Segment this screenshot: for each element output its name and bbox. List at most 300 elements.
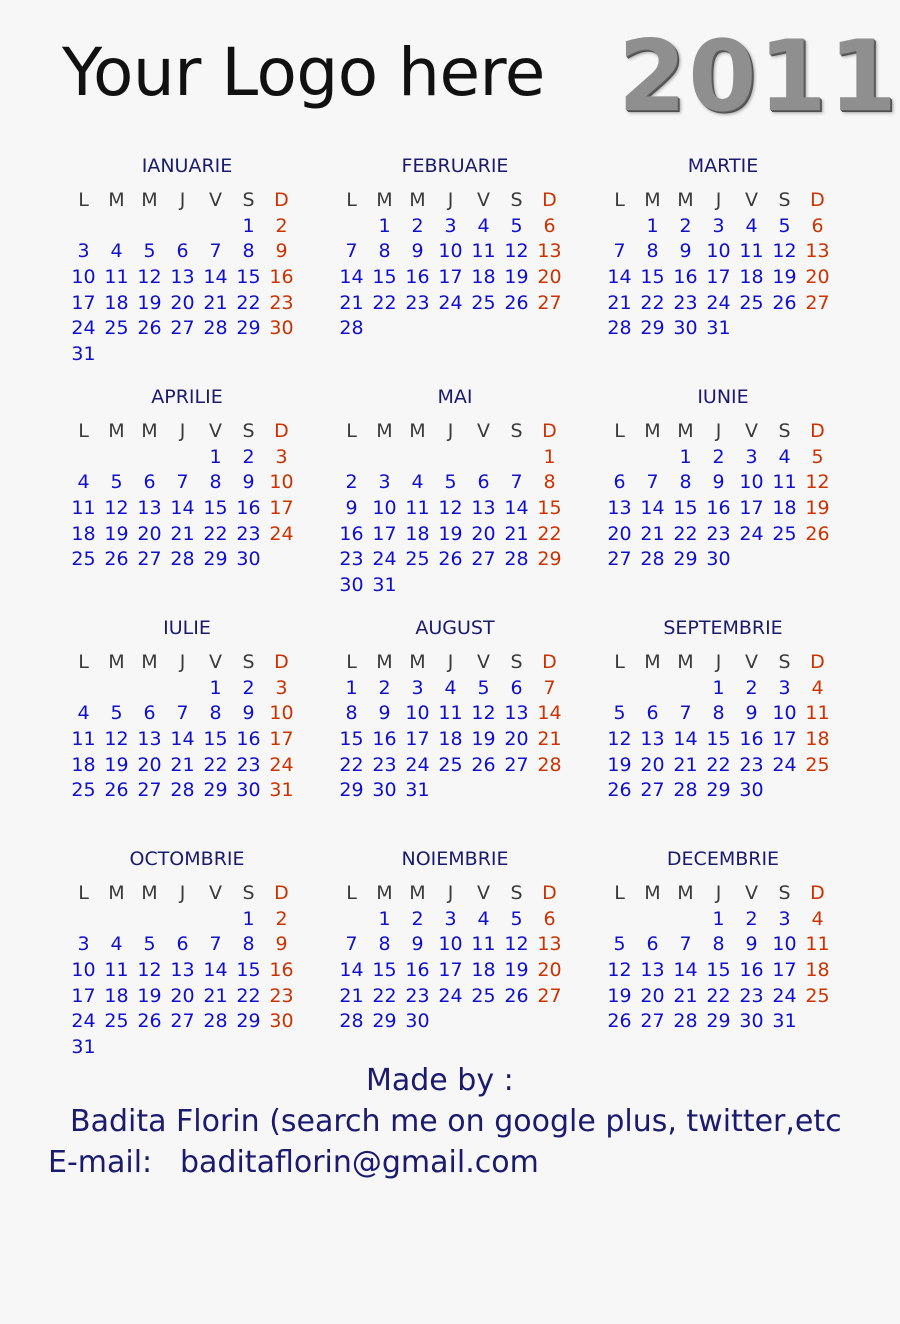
day-cell: 9 [345,497,358,520]
day-cell: 22 [372,291,397,314]
weekday-header: M [677,420,694,442]
email-address[interactable]: baditaflorin@gmail.com [180,1145,539,1180]
empty-cell [199,214,232,240]
day-cell: 17 [438,266,463,289]
day-cell: 24 [71,317,96,340]
day-cell: 14 [673,959,698,982]
day-cell: 17 [269,497,294,520]
month-ianuarie [67,154,307,368]
day-cell: 18 [438,728,463,751]
day-cell: 17 [71,984,96,1007]
day-cell: 13 [170,959,195,982]
day-cell: 22 [236,291,261,314]
weekday-header: D [274,882,289,904]
day-cell: 7 [679,933,692,956]
month-title: MARTIE [687,155,759,177]
day-cell: 17 [71,291,96,314]
day-cell: 4 [411,471,424,494]
day-cell: 8 [543,471,556,494]
day-cell: 29 [673,548,698,571]
day-cell: 28 [203,317,228,340]
empty-cell [100,214,133,240]
day-cell: 13 [471,497,496,520]
weekday-header: J [447,651,454,673]
empty-cell [434,445,467,471]
day-cell: 7 [209,240,222,263]
day-cell: 6 [543,907,556,930]
day-cell: 3 [275,676,288,699]
day-cell: 14 [504,497,529,520]
day-cell: 17 [269,728,294,751]
day-cell: 3 [378,471,391,494]
day-cell: 3 [712,214,725,237]
weekday-header: V [477,420,490,442]
day-cell: 28 [339,317,364,340]
day-cell: 2 [411,214,424,237]
day-cell: 10 [706,240,731,263]
day-cell: 22 [537,522,562,545]
day-grid [603,188,843,342]
day-cell: 15 [372,959,397,982]
day-cell: 18 [405,522,430,545]
day-cell: 22 [706,753,731,776]
day-cell: 30 [339,574,364,597]
month-title: NOIEMBRIE [401,848,509,870]
day-cell: 23 [673,291,698,314]
day-cell: 17 [772,728,797,751]
weekday-header: M [141,189,158,211]
weekday-header: V [745,189,758,211]
day-cell: 7 [613,240,626,263]
day-cell: 20 [537,266,562,289]
day-cell: 11 [104,959,129,982]
day-cell: 27 [537,291,562,314]
day-cell: 15 [706,728,731,751]
day-cell: 22 [203,522,228,545]
day-cell: 3 [745,445,758,468]
day-cell: 27 [170,317,195,340]
day-cell: 27 [537,984,562,1007]
day-cell: 1 [646,214,659,237]
empty-cell [67,907,100,933]
made-by-label: Made by : [366,1063,514,1098]
day-cell: 5 [510,907,523,930]
day-cell: 12 [504,933,529,956]
day-cell: 12 [471,702,496,725]
day-cell: 25 [71,779,96,802]
day-cell: 8 [679,471,692,494]
day-cell: 8 [242,933,255,956]
day-cell: 24 [706,291,731,314]
day-cell: 28 [640,548,665,571]
day-cell: 10 [772,702,797,725]
weekday-header: S [242,882,255,904]
day-cell: 20 [504,728,529,751]
day-cell: 10 [269,471,294,494]
day-cell: 12 [104,728,129,751]
day-cell: 21 [537,728,562,751]
day-cell: 29 [339,779,364,802]
day-cell: 29 [706,779,731,802]
weekday-header: L [346,189,357,211]
empty-cell [467,445,500,471]
weekday-header: L [614,189,625,211]
day-cell: 6 [646,702,659,725]
day-cell: 31 [706,317,731,340]
day-cell: 29 [236,1010,261,1033]
day-cell: 2 [411,907,424,930]
day-cell: 23 [269,984,294,1007]
day-cell: 10 [372,497,397,520]
day-cell: 18 [471,959,496,982]
day-grid [335,419,575,599]
empty-cell [603,214,636,240]
day-cell: 8 [646,240,659,263]
day-cell: 19 [104,753,129,776]
day-cell: 8 [242,240,255,263]
weekday-header: M [644,420,661,442]
day-cell: 8 [378,933,391,956]
day-cell: 29 [203,779,228,802]
weekday-header: J [447,189,454,211]
day-cell: 30 [405,1010,430,1033]
weekday-header: J [715,189,722,211]
weekday-header: V [209,882,222,904]
day-cell: 28 [170,548,195,571]
weekday-header: M [108,420,125,442]
day-cell: 22 [673,522,698,545]
empty-cell [500,445,533,471]
day-cell: 15 [203,728,228,751]
day-cell: 1 [242,214,255,237]
day-cell: 3 [77,240,90,263]
weekday-header: D [274,189,289,211]
day-cell: 21 [640,522,665,545]
day-cell: 11 [805,702,830,725]
day-cell: 20 [137,753,162,776]
day-cell: 14 [640,497,665,520]
day-cell: 16 [339,522,364,545]
day-cell: 7 [345,933,358,956]
day-cell: 19 [104,522,129,545]
weekday-header: M [644,651,661,673]
day-cell: 6 [176,240,189,263]
weekday-header: M [108,189,125,211]
empty-cell [199,907,232,933]
day-cell: 19 [772,266,797,289]
day-cell: 10 [739,471,764,494]
month-title: APRILIE [151,386,223,408]
day-cell: 26 [607,779,632,802]
month-title: FEBRUARIE [401,155,509,177]
day-cell: 9 [411,240,424,263]
day-cell: 18 [739,266,764,289]
empty-cell [603,676,636,702]
day-cell: 5 [778,214,791,237]
day-grid [67,419,307,573]
day-cell: 5 [613,702,626,725]
day-cell: 26 [438,548,463,571]
day-cell: 13 [537,240,562,263]
day-cell: 20 [170,984,195,1007]
day-cell: 27 [137,548,162,571]
day-cell: 20 [471,522,496,545]
day-cell: 1 [209,676,222,699]
empty-cell [166,907,199,933]
weekday-header: S [778,420,791,442]
day-cell: 15 [372,266,397,289]
day-cell: 18 [805,959,830,982]
day-cell: 7 [176,702,189,725]
weekday-header: M [409,420,426,442]
day-cell: 17 [372,522,397,545]
weekday-header: L [614,420,625,442]
day-cell: 1 [712,676,725,699]
day-cell: 9 [411,933,424,956]
weekday-header: J [715,882,722,904]
day-cell: 31 [772,1010,797,1033]
day-cell: 2 [275,214,288,237]
day-cell: 5 [110,702,123,725]
day-cell: 15 [339,728,364,751]
day-cell: 12 [607,728,632,751]
day-cell: 2 [242,676,255,699]
weekday-header: D [274,651,289,673]
day-cell: 27 [805,291,830,314]
weekday-header: S [778,189,791,211]
day-cell: 28 [607,317,632,340]
day-cell: 26 [104,779,129,802]
day-cell: 9 [745,702,758,725]
weekday-header: S [510,189,523,211]
empty-cell [67,676,100,702]
day-cell: 10 [71,266,96,289]
day-cell: 14 [537,702,562,725]
day-cell: 13 [640,728,665,751]
day-cell: 12 [607,959,632,982]
day-cell: 24 [405,753,430,776]
day-cell: 4 [477,907,490,930]
day-cell: 21 [673,753,698,776]
day-grid [603,650,843,804]
weekday-header: V [477,189,490,211]
empty-cell [67,214,100,240]
day-cell: 23 [739,753,764,776]
day-cell: 1 [242,907,255,930]
day-cell: 24 [438,984,463,1007]
day-cell: 18 [104,291,129,314]
day-cell: 11 [471,933,496,956]
day-cell: 23 [236,753,261,776]
day-cell: 20 [607,522,632,545]
day-cell: 27 [640,779,665,802]
day-cell: 10 [71,959,96,982]
day-cell: 20 [137,522,162,545]
day-cell: 26 [137,317,162,340]
day-cell: 5 [143,240,156,263]
day-cell: 25 [772,522,797,545]
day-cell: 15 [673,497,698,520]
day-cell: 17 [405,728,430,751]
weekday-header: V [209,189,222,211]
day-cell: 9 [745,933,758,956]
day-cell: 5 [444,471,457,494]
weekday-header: M [677,882,694,904]
day-cell: 23 [405,291,430,314]
day-cell: 26 [471,753,496,776]
day-cell: 16 [269,266,294,289]
day-cell: 12 [137,959,162,982]
day-cell: 8 [209,702,222,725]
day-cell: 26 [504,291,529,314]
day-cell: 19 [438,522,463,545]
day-cell: 7 [176,471,189,494]
day-cell: 13 [504,702,529,725]
month-martie [603,154,843,342]
day-grid [335,650,575,804]
month-title: SEPTEMBRIE [663,617,783,639]
weekday-header: J [179,651,186,673]
day-cell: 30 [236,548,261,571]
weekday-header: D [542,882,557,904]
year-title: 2011 [618,20,899,134]
author-line: Badita Florin (search me on google plus, twitter,etc [70,1104,842,1139]
day-cell: 22 [203,753,228,776]
day-cell: 3 [778,907,791,930]
day-cell: 12 [104,497,129,520]
month-noiembrie [335,847,575,1035]
day-cell: 31 [269,779,294,802]
day-cell: 21 [607,291,632,314]
day-grid [603,881,843,1035]
empty-cell [603,445,636,471]
day-cell: 10 [405,702,430,725]
day-cell: 9 [378,702,391,725]
day-cell: 13 [170,266,195,289]
weekday-header: J [715,420,722,442]
empty-cell [636,676,669,702]
day-cell: 29 [640,317,665,340]
day-cell: 17 [739,497,764,520]
empty-cell [100,676,133,702]
day-cell: 12 [772,240,797,263]
day-cell: 23 [339,548,364,571]
month-title: MAI [437,386,473,408]
day-cell: 2 [712,445,725,468]
weekday-header: M [409,189,426,211]
day-cell: 15 [203,497,228,520]
logo-placeholder: Your Logo here [62,34,545,111]
day-cell: 3 [411,676,424,699]
day-cell: 6 [646,933,659,956]
day-cell: 5 [510,214,523,237]
day-cell: 19 [471,728,496,751]
email-label: E-mail: [48,1145,153,1180]
day-cell: 8 [712,702,725,725]
empty-cell [368,445,401,471]
day-cell: 4 [745,214,758,237]
day-cell: 3 [77,933,90,956]
day-cell: 28 [203,1010,228,1033]
day-cell: 6 [143,702,156,725]
day-cell: 26 [504,984,529,1007]
day-cell: 27 [170,1010,195,1033]
day-cell: 21 [170,522,195,545]
day-cell: 25 [405,548,430,571]
day-cell: 6 [143,471,156,494]
weekday-header: D [542,189,557,211]
empty-cell [636,445,669,471]
day-cell: 29 [537,548,562,571]
day-cell: 30 [673,317,698,340]
day-cell: 25 [805,984,830,1007]
day-cell: 18 [805,728,830,751]
day-cell: 21 [673,984,698,1007]
month-aprilie [67,385,307,573]
day-cell: 19 [504,266,529,289]
day-cell: 9 [712,471,725,494]
day-cell: 4 [77,702,90,725]
weekday-header: S [242,651,255,673]
empty-cell [133,214,166,240]
day-cell: 17 [772,959,797,982]
day-cell: 2 [679,214,692,237]
day-cell: 26 [805,522,830,545]
weekday-header: M [141,882,158,904]
day-cell: 22 [706,984,731,1007]
day-cell: 4 [110,933,123,956]
day-cell: 11 [104,266,129,289]
day-cell: 10 [772,933,797,956]
day-cell: 25 [805,753,830,776]
day-cell: 11 [772,471,797,494]
weekday-header: M [376,882,393,904]
month-title: DECEMBRIE [666,848,780,870]
day-cell: 18 [71,522,96,545]
empty-cell [166,676,199,702]
day-cell: 19 [607,984,632,1007]
weekday-header: D [810,189,825,211]
day-cell: 4 [444,676,457,699]
empty-cell [401,445,434,471]
day-grid [67,881,307,1061]
day-cell: 23 [372,753,397,776]
day-cell: 8 [378,240,391,263]
day-grid [335,188,575,342]
day-cell: 5 [613,933,626,956]
day-cell: 2 [242,445,255,468]
day-cell: 4 [77,471,90,494]
day-cell: 16 [236,728,261,751]
day-cell: 16 [739,959,764,982]
weekday-header: V [745,420,758,442]
weekday-header: J [179,420,186,442]
day-cell: 30 [372,779,397,802]
day-cell: 7 [345,240,358,263]
day-cell: 18 [71,753,96,776]
empty-cell [100,907,133,933]
day-cell: 6 [811,214,824,237]
day-cell: 26 [137,1010,162,1033]
weekday-header: M [677,189,694,211]
day-cell: 9 [275,933,288,956]
day-cell: 30 [269,1010,294,1033]
day-cell: 2 [345,471,358,494]
day-cell: 2 [745,676,758,699]
day-cell: 11 [739,240,764,263]
day-cell: 14 [170,728,195,751]
day-cell: 13 [137,497,162,520]
